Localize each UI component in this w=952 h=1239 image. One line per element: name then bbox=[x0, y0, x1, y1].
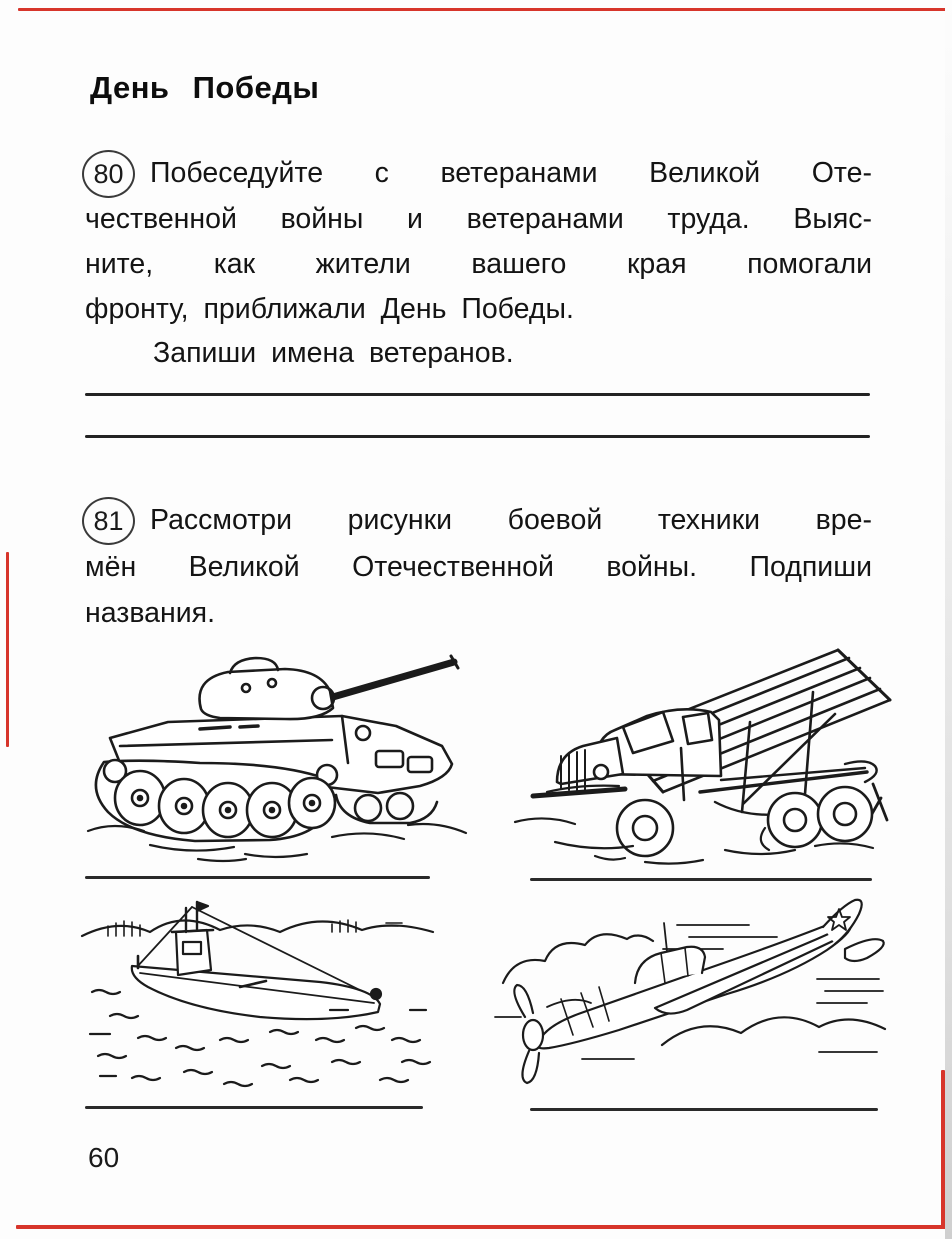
red-crop-mark-bottom bbox=[16, 1225, 948, 1229]
exercise-80-line-2: чественной войны и ветеранами труда. Выяс- bbox=[85, 203, 872, 235]
exercise-81-number: 81 bbox=[93, 505, 124, 536]
caption-line-tank bbox=[85, 876, 430, 879]
exercise-81-line-1: Рассмотри рисунки боевой техники вре- bbox=[150, 504, 872, 536]
red-crop-mark-left bbox=[6, 552, 9, 747]
page-title: День Победы bbox=[90, 70, 320, 105]
exercise-81-line-2: мён Великой Отечественной войны. Подпиши bbox=[85, 551, 872, 583]
exercise-80-line-3: ните, как жители вашего края помогали bbox=[85, 248, 872, 280]
answer-writing-line-1 bbox=[85, 393, 870, 396]
caption-line-airplane bbox=[530, 1108, 878, 1111]
exercise-80-line-4: фронту, приближали День Победы. bbox=[85, 293, 574, 325]
exercise-81-number-badge bbox=[82, 497, 135, 545]
page-number: 60 bbox=[88, 1142, 120, 1173]
red-crop-mark-top bbox=[18, 8, 948, 11]
exercise-80-number: 80 bbox=[93, 158, 124, 189]
caption-line-rocket-launcher bbox=[530, 878, 872, 881]
rocket-launcher-illustration bbox=[495, 642, 895, 870]
tank-illustration bbox=[80, 645, 475, 867]
submarine-illustration bbox=[80, 890, 435, 1095]
caption-line-submarine bbox=[85, 1106, 423, 1109]
scan-edge-shadow bbox=[945, 0, 952, 1239]
exercise-81-line-3: названия. bbox=[85, 597, 216, 629]
t-34-tank-drawing bbox=[80, 645, 475, 867]
exercise-80-line-5: Запиши имена ветеранов. bbox=[153, 337, 514, 369]
exercise-80-number-badge bbox=[82, 150, 135, 198]
answer-writing-line-2 bbox=[85, 435, 870, 438]
airplane-illustration bbox=[487, 887, 887, 1092]
exercise-80-line-1: Побеседуйте с ветеранами Великой Оте- bbox=[150, 157, 872, 189]
fighter-plane-drawing bbox=[487, 887, 887, 1092]
submarine-drawing bbox=[80, 890, 435, 1095]
katyusha-rocket-launcher-truck-drawing bbox=[495, 642, 895, 870]
